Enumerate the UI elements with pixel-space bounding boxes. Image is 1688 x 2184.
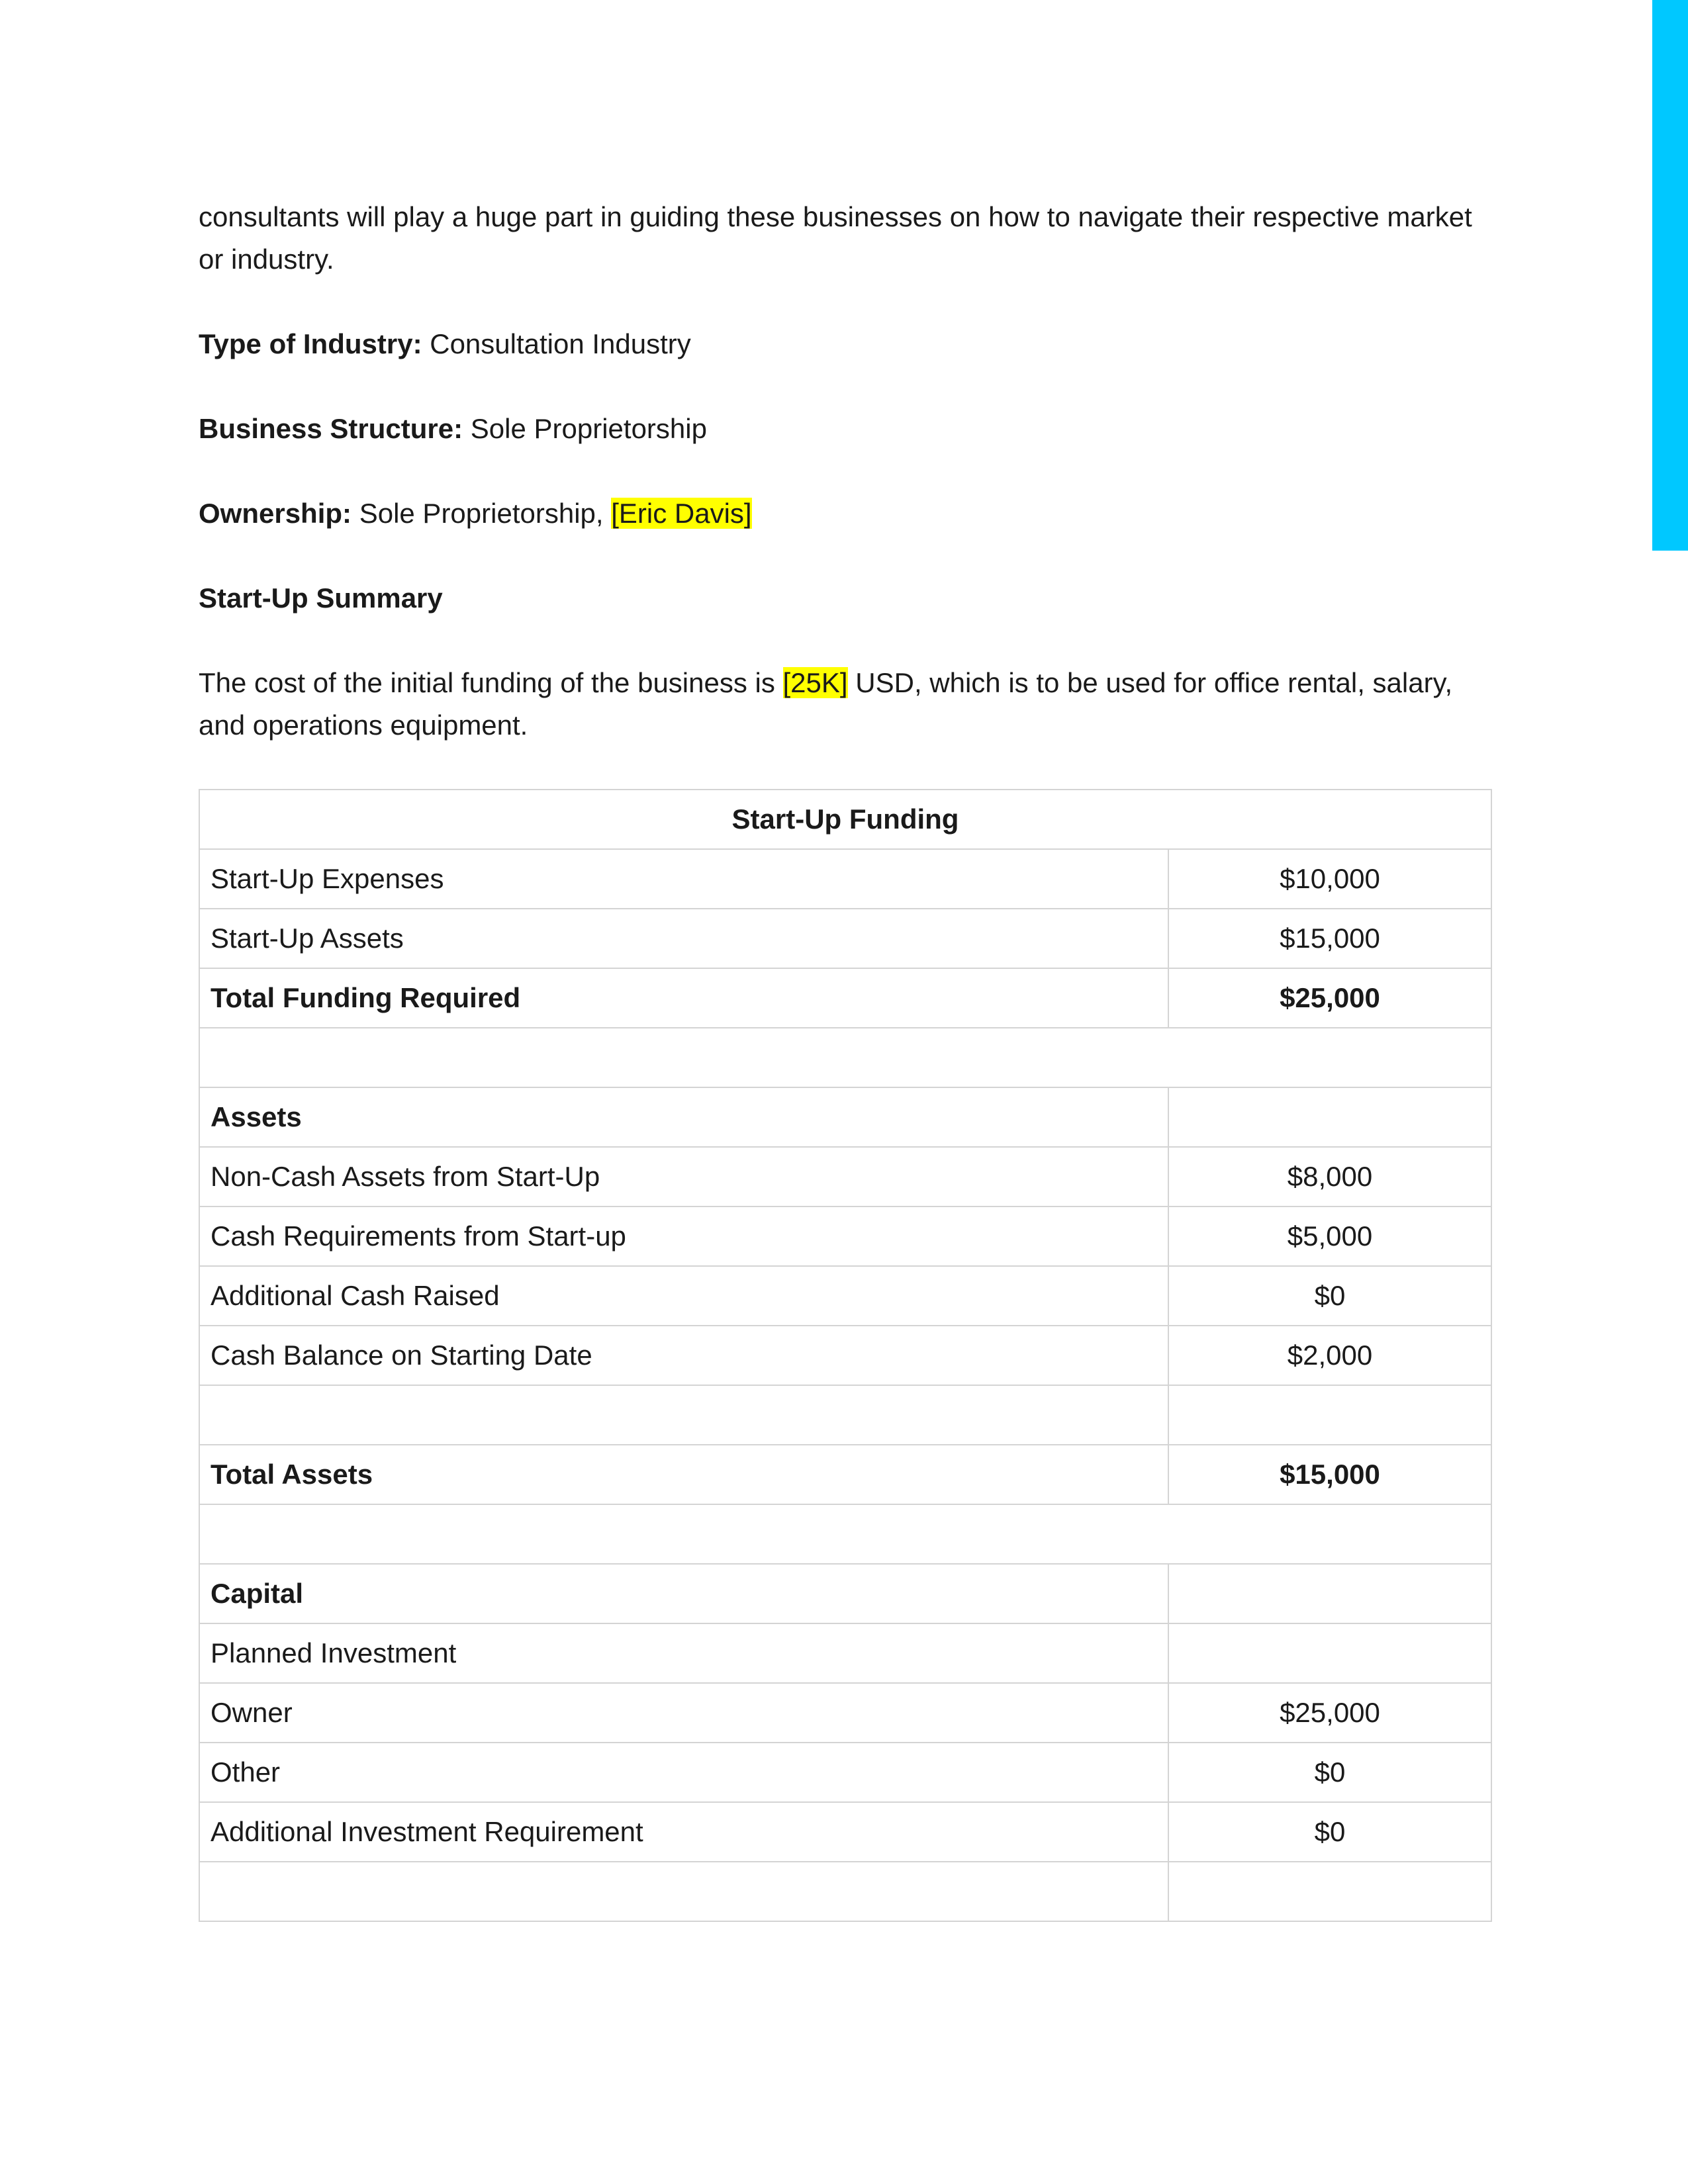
- row-value: $2,000: [1168, 1326, 1491, 1385]
- row-value: $0: [1168, 1802, 1491, 1862]
- spacer-row: [199, 1504, 1491, 1564]
- row-value: [1168, 1564, 1491, 1623]
- spacer-row: [199, 1028, 1491, 1087]
- row-value: $8,000: [1168, 1147, 1491, 1206]
- table-row: [199, 1147, 1491, 1206]
- row-label: Cash Balance on Starting Date: [199, 1326, 1168, 1385]
- table-row: [199, 1802, 1491, 1862]
- spacer-row: [199, 1385, 1491, 1445]
- spacer-cell: [199, 1504, 1491, 1564]
- table-row: [199, 849, 1491, 909]
- row-value: $15,000: [1168, 909, 1491, 968]
- summary-text-before: The cost of the initial funding of the business is: [199, 667, 775, 698]
- owner-name-highlight: [Eric Davis]: [611, 498, 752, 529]
- row-label: Assets: [199, 1087, 1168, 1147]
- summary-text-after: USD, which is to be used for office rental, salary, and operations equipment.: [199, 667, 1453, 741]
- industry-field: [199, 323, 1491, 365]
- startup-summary-text: [199, 662, 1491, 747]
- table-row: [199, 1445, 1491, 1504]
- row-label: Capital: [199, 1564, 1168, 1623]
- accent-bar: [1652, 0, 1688, 551]
- table-row: [199, 1087, 1491, 1147]
- row-label: Additional Cash Raised: [199, 1266, 1168, 1326]
- ownership-value: Sole Proprietorship,: [359, 498, 604, 529]
- row-label: Cash Requirements from Start-up: [199, 1206, 1168, 1266]
- table-row: [199, 1564, 1491, 1623]
- table-title: Start-Up Funding: [199, 790, 1491, 849]
- table-row: [199, 1683, 1491, 1743]
- intro-paragraph: consultants will play a huge part in guiding these businesses on how to navigate their respective market or industry.: [199, 201, 1472, 275]
- spacer-cell: [1168, 1385, 1491, 1445]
- table-row: [199, 1206, 1491, 1266]
- table-row: [199, 1743, 1491, 1802]
- row-label: Total Assets: [199, 1445, 1168, 1504]
- structure-field: [199, 408, 1491, 450]
- row-value: $25,000: [1168, 968, 1491, 1028]
- industry-value: Consultation Industry: [430, 328, 691, 359]
- table-row: [199, 1623, 1491, 1683]
- startup-funding-table: [199, 789, 1492, 1922]
- row-label: Other: [199, 1743, 1168, 1802]
- row-label: Total Funding Required: [199, 968, 1168, 1028]
- structure-value: Sole Proprietorship: [470, 413, 707, 444]
- spacer-cell: [199, 1028, 1491, 1087]
- table-row: [199, 1326, 1491, 1385]
- spacer-cell: [199, 1862, 1168, 1921]
- row-label: Owner: [199, 1683, 1168, 1743]
- spacer-cell: [199, 1385, 1168, 1445]
- spacer-row: [199, 1862, 1491, 1921]
- funding-amount-highlight: [25K]: [782, 667, 848, 698]
- document-body: [199, 196, 1491, 1922]
- row-value: [1168, 1623, 1491, 1683]
- row-value: $0: [1168, 1743, 1491, 1802]
- row-value: $0: [1168, 1266, 1491, 1326]
- industry-label: Type of Industry:: [199, 328, 422, 359]
- row-label: Additional Investment Requirement: [199, 1802, 1168, 1862]
- table-title-row: [199, 790, 1491, 849]
- spacer-cell: [1168, 1862, 1491, 1921]
- row-label: Start-Up Expenses: [199, 849, 1168, 909]
- table-row: [199, 1266, 1491, 1326]
- ownership-field: [199, 492, 1491, 535]
- row-value: $10,000: [1168, 849, 1491, 909]
- row-value: $25,000: [1168, 1683, 1491, 1743]
- row-value: $5,000: [1168, 1206, 1491, 1266]
- ownership-label: Ownership:: [199, 498, 352, 529]
- row-label: Non-Cash Assets from Start-Up: [199, 1147, 1168, 1206]
- row-value: [1168, 1087, 1491, 1147]
- row-value: $15,000: [1168, 1445, 1491, 1504]
- structure-label: Business Structure:: [199, 413, 463, 444]
- startup-summary-heading: Start-Up Summary: [199, 582, 443, 614]
- row-label: Planned Investment: [199, 1623, 1168, 1683]
- row-label: Start-Up Assets: [199, 909, 1168, 968]
- table-row: [199, 909, 1491, 968]
- table-row: [199, 968, 1491, 1028]
